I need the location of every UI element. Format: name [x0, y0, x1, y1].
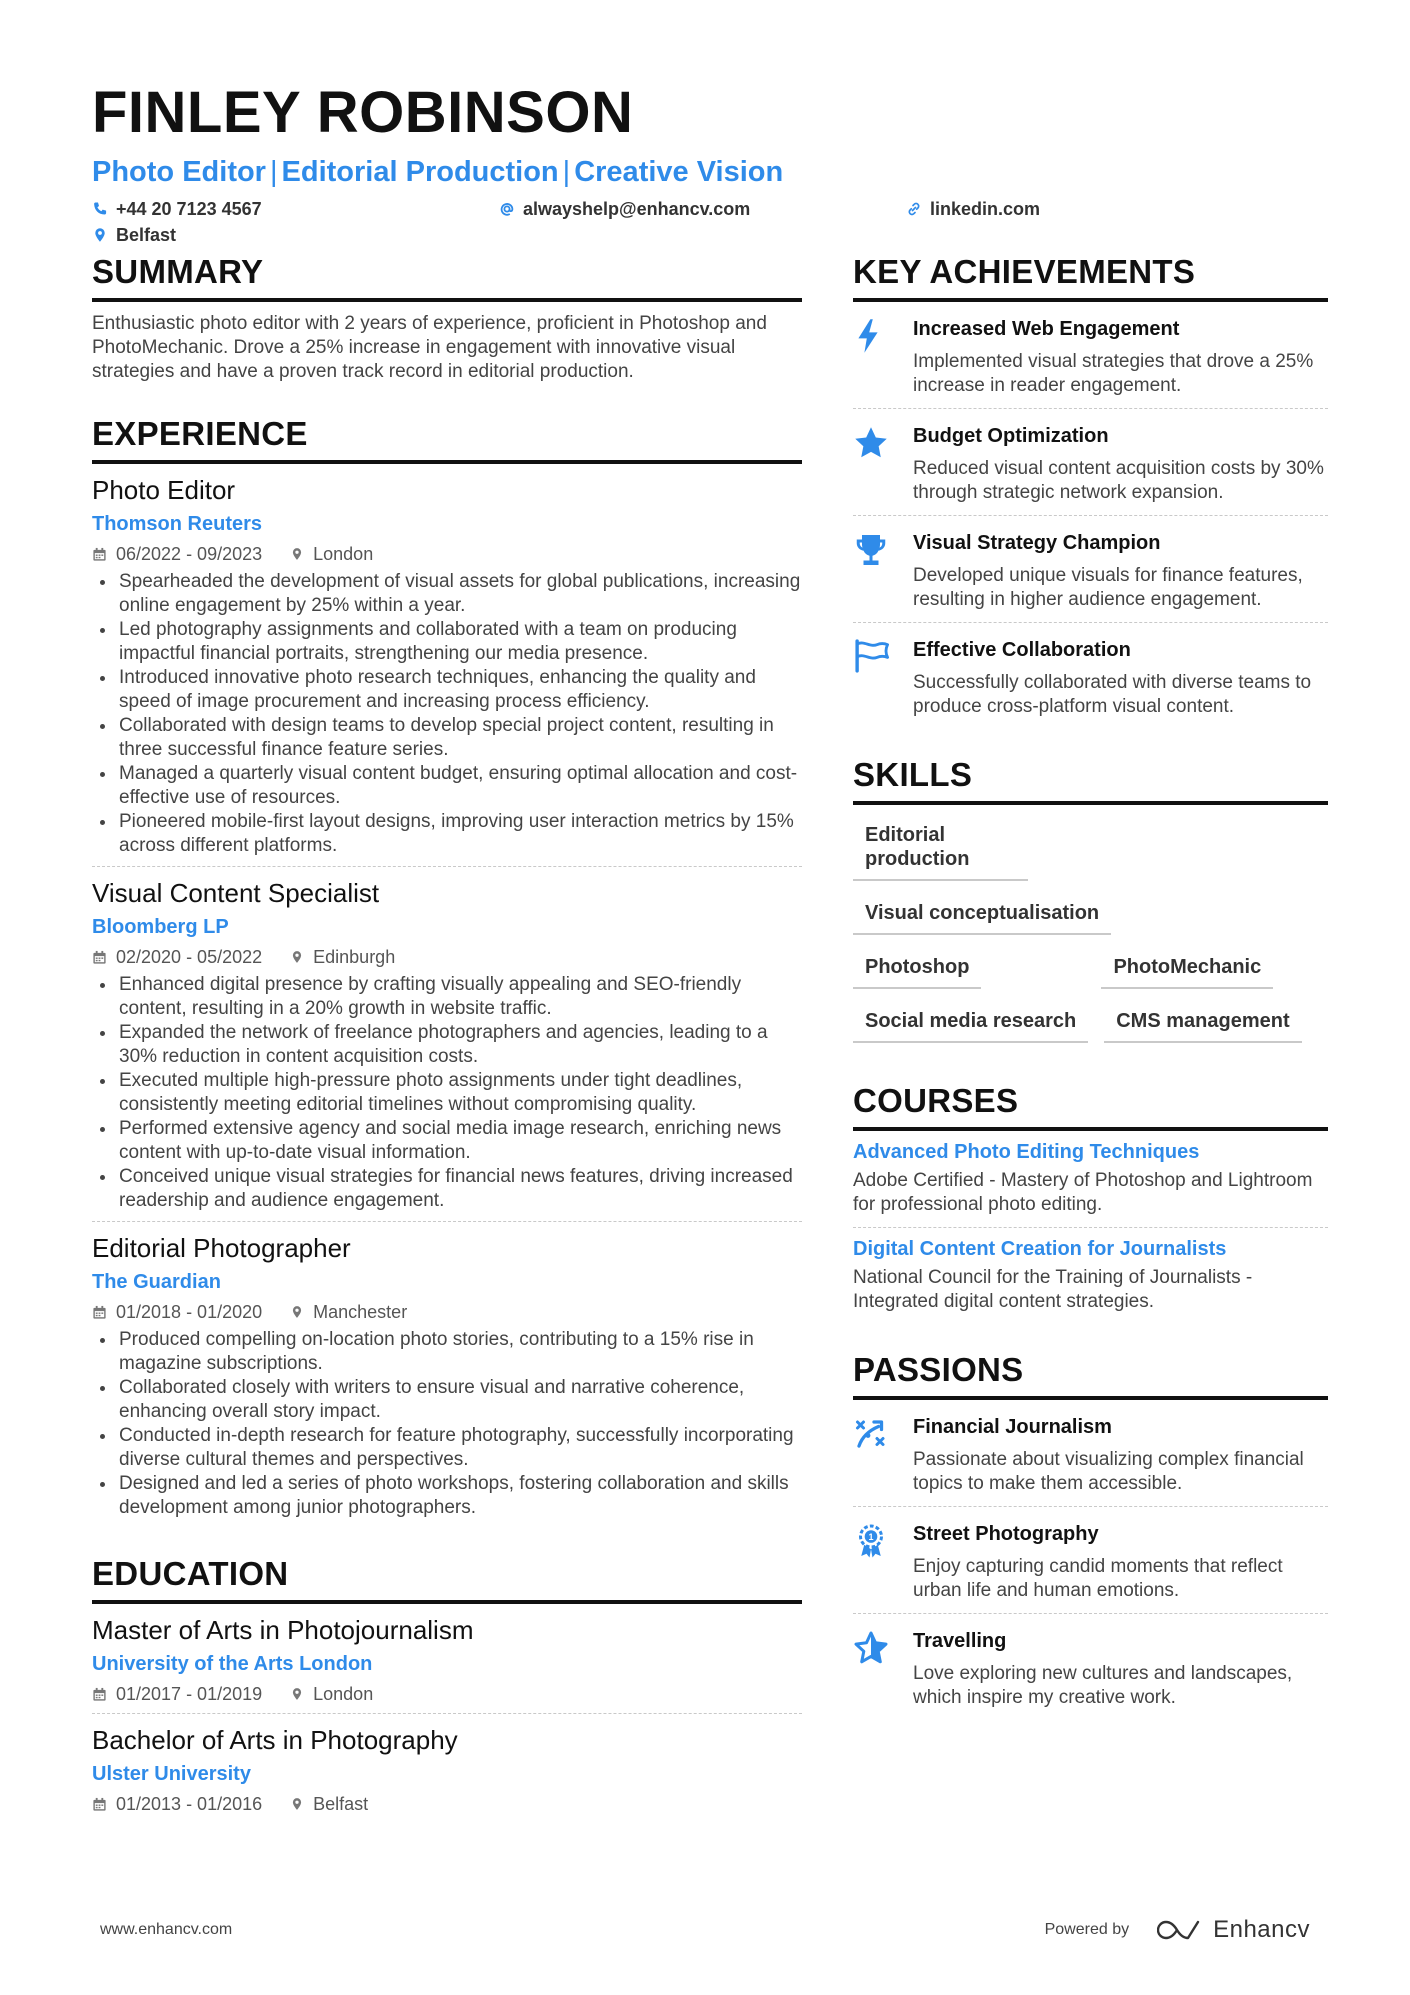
school-name: University of the Arts London [92, 1653, 373, 1675]
achievement-title: Visual Strategy Champion [913, 532, 1161, 554]
achievement-title: Increased Web Engagement [913, 318, 1180, 340]
course-title: Digital Content Creation for Journalists [853, 1238, 1227, 1260]
education-meta [92, 1793, 802, 1815]
powered-by-label: Powered by [1044, 1921, 1130, 1938]
job-location: London [313, 544, 374, 564]
experience-entry [92, 464, 802, 867]
education-section [92, 1554, 802, 1823]
course-item [853, 1228, 1328, 1324]
location-pin-icon [290, 1796, 304, 1812]
section-title: KEY ACHIEVEMENTS [853, 252, 1328, 302]
education-entry [92, 1604, 802, 1714]
bullet-item: Spearheaded the development of visual assets for global publications, increasing online engagement by 25% within a year. [92, 570, 802, 618]
achievements-section [853, 252, 1328, 729]
achievement-title: Budget Optimization [913, 425, 1109, 447]
skills-list [853, 815, 1328, 1055]
linkedin-contact[interactable] [906, 199, 1040, 220]
education-location: London [313, 1684, 374, 1704]
right-column [853, 252, 1328, 1746]
passion-title: Street Photography [913, 1523, 1099, 1545]
section-title: PASSIONS [853, 1350, 1328, 1400]
education-location: Belfast [313, 1794, 369, 1814]
education-dates: 01/2013 - 01/2016 [116, 1794, 263, 1814]
calendar-icon [92, 950, 107, 965]
skill-tag: PhotoMechanic [1101, 947, 1273, 989]
achievement-item [853, 516, 1328, 623]
link-icon [906, 201, 922, 217]
passion-item [853, 1400, 1328, 1507]
linkedin-text: linkedin.com [930, 198, 1041, 219]
summary-text: Enthusiastic photo editor with 2 years of experience, proficient in Photoshop and PhotoMechanic. Drove a 25% increase in engagement with innovative visual strategies and have a proven track record in editorial production. [92, 313, 767, 382]
job-bullets [92, 570, 802, 858]
job-meta [92, 543, 802, 565]
bullet-item: Conducted in-depth research for feature photography, successfully incorporating diverse cultural themes and perspectives. [92, 1424, 802, 1472]
degree-title: Master of Arts in Photojournalism [92, 1615, 474, 1645]
headline-item: Creative Vision [574, 156, 784, 188]
phone-contact[interactable] [92, 199, 499, 220]
achievement-item [853, 302, 1328, 409]
headline [92, 154, 1332, 190]
course-title: Advanced Photo Editing Techniques [853, 1141, 1200, 1163]
email-text: alwayshelp@enhancv.com [523, 198, 751, 219]
course-item [853, 1131, 1328, 1228]
job-title: Photo Editor [92, 475, 236, 505]
bullet-item: Performed extensive agency and social media image research, enriching news content with up-to-date visual information. [92, 1117, 802, 1165]
achievement-desc: Implemented visual strategies that drove a 25% increase in reader engagement. [913, 351, 1314, 396]
achievement-desc: Successfully collaborated with diverse teams to produce cross-platform visual content. [913, 672, 1312, 717]
passion-desc: Enjoy capturing candid moments that reflect urban life and human emotions. [913, 1556, 1283, 1601]
passion-desc: Passionate about visualizing complex financial topics to make them accessible. [913, 1449, 1304, 1494]
footer-website[interactable]: www.enhancv.com [100, 1921, 233, 1938]
experience-entry [92, 867, 802, 1222]
location-pin-icon [290, 546, 304, 562]
skill-tag: Photoshop [853, 947, 981, 989]
achievement-title: Effective Collaboration [913, 639, 1131, 661]
location-pin-icon [290, 949, 304, 965]
bullet-item: Produced compelling on-location photo stories, contributing to a 15% rise in magazine subscriptions. [92, 1328, 802, 1376]
bullet-item: Expanded the network of freelance photographers and agencies, leading to a 30% reduction in content acquisition costs. [92, 1021, 802, 1069]
courses-section [853, 1081, 1328, 1324]
course-desc: Adobe Certified - Mastery of Photoshop and Lightroom for professional photo editing. [853, 1170, 1313, 1215]
company-name: Thomson Reuters [92, 513, 263, 535]
section-title: COURSES [853, 1081, 1328, 1131]
star-icon [853, 425, 889, 461]
school-name: Ulster University [92, 1763, 251, 1785]
job-title: Visual Content Specialist [92, 878, 380, 908]
section-title: SKILLS [853, 755, 1328, 805]
location-pin-icon [92, 227, 108, 243]
skills-section [853, 755, 1328, 1055]
passion-item [853, 1614, 1328, 1720]
job-title: Editorial Photographer [92, 1233, 351, 1263]
location-pin-icon [290, 1686, 304, 1702]
education-meta [92, 1683, 802, 1705]
job-location: Edinburgh [313, 947, 396, 967]
passion-title: Travelling [913, 1630, 1007, 1652]
job-bullets [92, 1328, 802, 1520]
bullet-item: Collaborated closely with writers to ensure visual and narrative coherence, enhancing overall story impact. [92, 1376, 802, 1424]
company-name: The Guardian [92, 1271, 221, 1293]
calendar-icon [92, 1797, 107, 1812]
bullet-item: Pioneered mobile-first layout designs, improving user interaction metrics by 15% across different platforms. [92, 810, 802, 858]
course-desc: National Council for the Training of Journalists - Integrated digital content strategies. [853, 1267, 1253, 1312]
bullet-item: Introduced innovative photo research techniques, enhancing the quality and speed of image procurement and increasing process efficiency. [92, 666, 802, 714]
bullet-item: Collaborated with design teams to develop special project content, resulting in three successful finance feature series. [92, 714, 802, 762]
education-entry [92, 1714, 802, 1823]
experience-entry [92, 1222, 802, 1528]
job-dates: 02/2020 - 05/2022 [116, 947, 263, 967]
resume-header [92, 80, 1332, 248]
skill-tag: Editorial production [853, 815, 1028, 881]
skill-tag: Visual conceptualisation [853, 893, 1111, 935]
brand-name: Enhancv [1213, 1916, 1310, 1943]
calendar-icon [92, 1305, 107, 1320]
left-column [92, 252, 802, 1849]
passion-title: Financial Journalism [913, 1416, 1112, 1438]
headline-separator: | [562, 156, 571, 188]
at-icon [499, 201, 515, 217]
medal-icon [853, 1523, 889, 1559]
degree-title: Bachelor of Arts in Photography [92, 1725, 458, 1755]
achievement-item [853, 409, 1328, 516]
job-dates: 06/2022 - 09/2023 [116, 544, 263, 564]
phone-text: +44 20 7123 4567 [116, 198, 262, 219]
candidate-name: FINLEY ROBINSON [92, 80, 634, 145]
flag-icon [853, 639, 891, 673]
svg-text:1: 1 [868, 1531, 874, 1542]
job-meta [92, 946, 802, 968]
job-meta [92, 1301, 802, 1323]
phone-icon [92, 201, 108, 217]
bullet-item: Conceived unique visual strategies for financial news features, driving increased readership and audience engagement. [92, 1165, 802, 1213]
trophy-icon [853, 532, 889, 568]
passion-desc: Love exploring new cultures and landscapes, which inspire my creative work. [913, 1663, 1293, 1708]
skill-tag: CMS management [1104, 1001, 1301, 1043]
summary-section [92, 252, 802, 384]
job-location: Manchester [313, 1302, 408, 1322]
job-dates: 01/2018 - 01/2020 [116, 1302, 263, 1322]
lightning-icon [853, 318, 883, 354]
calendar-icon [92, 1687, 107, 1702]
job-bullets [92, 973, 802, 1213]
enhancv-logo-icon [1157, 1918, 1203, 1942]
strategy-icon [853, 1416, 889, 1452]
experience-section [92, 414, 802, 1528]
achievement-desc: Reduced visual content acquisition costs by 30% through strategic network expansion. [913, 458, 1324, 503]
calendar-icon [92, 547, 107, 562]
company-name: Bloomberg LP [92, 916, 229, 938]
headline-separator: | [269, 156, 278, 188]
skill-tag: Social media research [853, 1001, 1088, 1043]
passions-section [853, 1350, 1328, 1720]
education-dates: 01/2017 - 01/2019 [116, 1684, 263, 1704]
achievement-item [853, 623, 1328, 729]
email-contact[interactable] [499, 199, 906, 220]
achievement-desc: Developed unique visuals for finance features, resulting in higher audience engagement. [913, 565, 1303, 610]
headline-item: Photo Editor [92, 156, 266, 188]
section-title: EXPERIENCE [92, 414, 802, 464]
passion-item [853, 1507, 1328, 1614]
footer-brand [1045, 1916, 1310, 1944]
bullet-item: Enhanced digital presence by crafting visually appealing and SEO-friendly content, resulting in a 20% growth in website traffic. [92, 973, 802, 1021]
bullet-item: Led photography assignments and collaborated with a team on producing impactful financial portraits, strengthening our media presence. [92, 618, 802, 666]
location-text: Belfast [116, 224, 177, 245]
location-pin-icon [290, 1304, 304, 1320]
star-outline-icon [853, 1630, 889, 1666]
bullet-item: Executed multiple high-pressure photo assignments under tight deadlines, consistently meeting editorial timelines without compromising quality. [92, 1069, 802, 1117]
contact-info [92, 196, 1332, 248]
section-title: EDUCATION [92, 1554, 802, 1604]
page-footer [100, 1916, 1310, 1944]
bullet-item: Designed and led a series of photo workshops, fostering collaboration and skills development among junior photographers. [92, 1472, 802, 1520]
section-title: SUMMARY [92, 252, 802, 302]
bullet-item: Managed a quarterly visual content budget, ensuring optimal allocation and cost-effective use of resources. [92, 762, 802, 810]
headline-item: Editorial Production [281, 156, 559, 188]
location-contact [92, 225, 176, 246]
